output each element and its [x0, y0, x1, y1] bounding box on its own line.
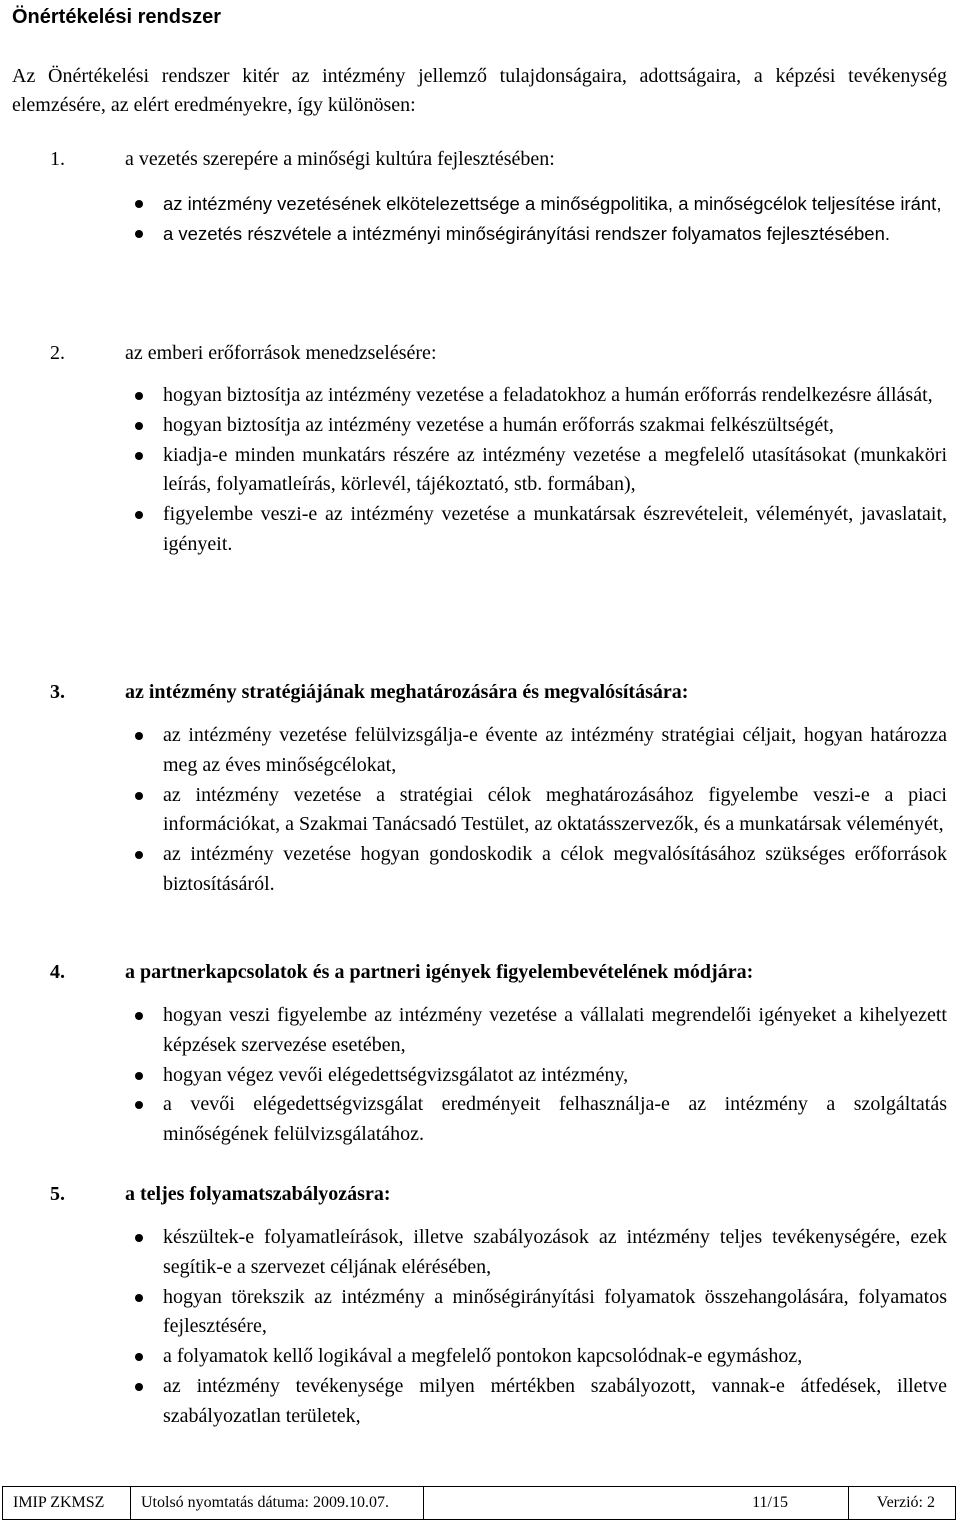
section-title: a teljes folyamatszabályozásra:: [125, 1183, 391, 1205]
bullet-icon: [135, 1294, 143, 1302]
bullet-icon: [135, 1383, 143, 1391]
bullet-icon: [135, 452, 143, 460]
bullet-list: [163, 381, 947, 560]
bullet-icon: [135, 422, 143, 430]
bullet-icon: [135, 1353, 143, 1361]
bullet-icon: [135, 851, 143, 859]
bullet-icon: [135, 230, 143, 238]
section-heading: [12, 339, 947, 368]
list-item: a vevői elégedettségvizsgálat eredményeit felhasználja-e az intézmény a szolgáltatás minőségének felülvizsgálatához.: [163, 1090, 947, 1150]
list-item: az intézmény vezetése a stratégiai célok meghatározásához figyelembe veszi-e a piaci információkat, a Szakmai Tanácsadó Testület, az oktatásszervezők, és a munkatársak véleményét,: [163, 781, 947, 841]
list-item: az intézmény vezetése hogyan gondoskodik a célok megvalósításához szükséges erőforrások biztosításáról.: [163, 840, 947, 900]
section-2: [12, 339, 947, 555]
intro-paragraph: Az Önértékelési rendszer kitér az intézmény jellemző tulajdonságaira, adottságaira, a képzési tevékenység elemzésére, az elért eredményekre, így különösen:: [12, 65, 947, 116]
list-item: hogyan törekszik az intézmény a minőségirányítási folyamatok összehangolására, folyamatos fejlesztésére,: [163, 1283, 947, 1343]
section-number: 4.: [50, 961, 65, 983]
list-item: az intézmény vezetése felülvizsgálja-e évente az intézmény stratégiai céljait, hogyan határozza meg az éves minőségcélokat,: [163, 721, 947, 781]
bullet-icon: [135, 1072, 143, 1080]
list-item: hogyan veszi figyelembe az intézmény vezetése a vállalati megrendelői igényeket a kihelyezett képzések szervezése esetében,: [163, 1001, 947, 1061]
section-4: [12, 958, 947, 1146]
section-title: az intézmény stratégiájának meghatározására és megvalósítására:: [125, 681, 689, 703]
section-heading: [12, 1180, 947, 1209]
list-item: kiadja-e minden munkatárs részére az intézmény vezetése a megfelelő utasításokat (munkaköri leírás, folyamatleírás, körlevél, tájékoztató, stb. formában),: [163, 441, 947, 501]
section-title: a partnerkapcsolatok és a partneri igények figyelembevételének módjára:: [125, 961, 754, 983]
list-item: az intézmény vezetésének elkötelezettsége a minőségpolitika, a minőségcélok teljesítése iránt,: [163, 189, 947, 219]
section-number: 2.: [50, 342, 65, 364]
footer-version: Verzió: 2: [876, 1494, 935, 1511]
list-item: a folyamatok kellő logikával a megfelelő pontokon kapcsolódnak-e egymáshoz,: [163, 1342, 947, 1372]
bullet-icon: [135, 200, 143, 208]
list-item: hogyan végez vevői elégedettségvizsgálatot az intézmény,: [163, 1061, 947, 1091]
footer-print-date: Utolsó nyomtatás dátuma: 2009.10.07.: [131, 1487, 424, 1519]
list-item: hogyan biztosítja az intézmény vezetése a feladatokhoz a humán erőforrás rendelkezésre állását,: [163, 381, 947, 411]
bullet-list: [163, 189, 947, 249]
bullet-icon: [135, 392, 143, 400]
section-heading: [12, 678, 947, 707]
bullet-list: [163, 1001, 947, 1150]
bullet-icon: [135, 1101, 143, 1109]
bullet-list: [163, 721, 947, 900]
bullet-icon: [135, 792, 143, 800]
bullet-icon: [135, 732, 143, 740]
list-item: készültek-e folyamatleírások, illetve szabályozások az intézmény teljes tevékenységére, ezek segítik-e a szervezet céljának elérésében,: [163, 1223, 947, 1283]
list-item: a vezetés részvétele a intézményi minőségirányítási rendszer folyamatos fejlesztésében.: [163, 219, 947, 249]
bullet-icon: [135, 511, 143, 519]
document-title: Önértékelési rendszer: [12, 6, 221, 28]
bullet-list: [163, 1223, 947, 1432]
section-number: 3.: [50, 681, 65, 703]
section-number: 5.: [50, 1183, 65, 1205]
list-item: az intézmény tevékenysége milyen mértékben szabályozott, vannak-e átfedések, illetve szabályozatlan területek,: [163, 1372, 947, 1432]
section-number: 1.: [50, 148, 65, 170]
footer-page-number: 11/15: [424, 1487, 849, 1519]
section-1: [12, 145, 947, 244]
section-title: az emberi erőforrások menedzselésére:: [125, 342, 437, 364]
page-footer: [2, 1486, 956, 1520]
section-3: [12, 678, 947, 895]
section-heading: [12, 145, 947, 174]
section-5: [12, 1180, 947, 1427]
section-title: a vezetés szerepére a minőségi kultúra fejlesztésében:: [125, 148, 555, 170]
list-item: figyelembe veszi-e az intézmény vezetése a munkatársak észrevételeit, véleményét, javaslatait, igényeit.: [163, 500, 947, 560]
section-heading: [12, 958, 947, 987]
footer-document-code: IMIP ZKMSZ: [3, 1487, 131, 1519]
bullet-icon: [135, 1234, 143, 1242]
bullet-icon: [135, 1012, 143, 1020]
list-item: hogyan biztosítja az intézmény vezetése a humán erőforrás szakmai felkészültségét,: [163, 411, 947, 441]
